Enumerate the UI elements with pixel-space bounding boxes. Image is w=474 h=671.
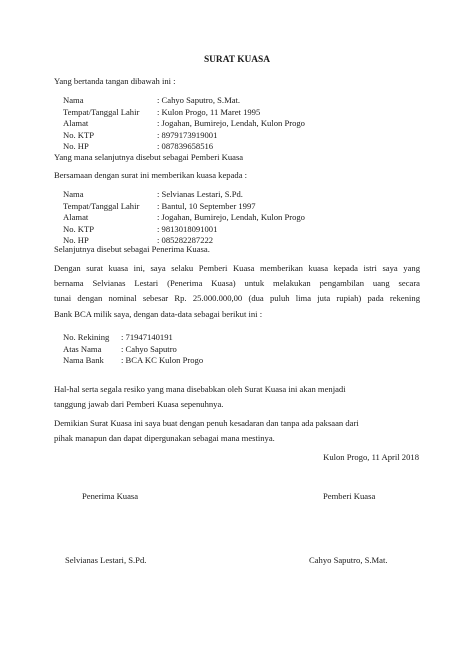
bank-name-value: : BCA KC Kulon Progo [121,355,204,365]
bank-account-value: : 71947140191 [121,332,173,342]
grantee-phone-value: : 085282287222 [157,235,214,245]
place-date: Kulon Progo, 11 April 2018 [323,452,419,462]
grantor-name-value: : Cahyo Saputro, S.Mat. [157,95,241,105]
grantor-phone-label: No. HP [63,141,89,151]
grantee-address-label: Alamat [63,212,89,222]
signature-role-left: Penerima Kuasa [82,491,139,501]
authorization-paragraph [54,264,420,325]
grantee-address-value: : Jogahan, Bumirejo, Lendah, Kulon Progo [157,212,305,222]
authorization-line: Bank BCA milik saya, dengan data-data sebagai berikut ini : [54,308,263,319]
risk-line-1: Hal-hal serta segala resiko yang mana disebabkan oleh Surat Kuasa ini akan menjadi [54,384,346,394]
bank-holder-value: : Cahyo Saputro [121,343,177,354]
document-title: SURAT KUASA [203,55,271,65]
signature-name-right: Cahyo Saputro, S.Mat. [309,555,388,565]
closing-line-2: pihak manapun dan dapat dipergunakan sebagai mana mestinya. [54,433,275,443]
grantor-birth-label: Tempat/Tanggal Lahir [63,106,140,117]
authorization-line: bernama Selvianas Lestari (Penerima Kuasa) untuk melakukan pengambilan uang secara [54,278,420,289]
grantee-birth-label: Tempat/Tanggal Lahir [63,200,140,211]
grantor-phone-value: : 087839658516 [157,141,214,151]
grantor-ktp-value: : 8979173919001 [157,129,218,140]
grantee-ktp-label: No. KTP [63,223,95,234]
closing-line-1: Demikian Surat Kuasa ini saya buat dengan penuh kesadaran dan tanpa ada paksaan dari [54,418,359,428]
grantor-ktp-label: No. KTP [63,129,95,140]
grantee-birth-value: : Bantul, 10 September 1997 [157,200,256,211]
authorization-line: tunai dengan nominal sebesar Rp. 25.000.000,00 (dua puluh lima juta rupiah) pada rekening [54,293,420,304]
intro-text: Yang bertanda tangan dibawah ini : [54,76,176,86]
risk-line-2: tanggung jawab dari Pemberi Kuasa sepenuhnya. [54,399,224,409]
signature-role-right: Pemberi Kuasa [323,491,376,501]
grantor-birth-value: : Kulon Progo, 11 Maret 1995 [157,106,261,117]
grantee-closing: Selanjutnya disebut sebagai Penerima Kuasa. [54,244,210,254]
grantor-address-label: Alamat [63,118,89,128]
grantee-intro: Bersamaan dengan surat ini memberikan kuasa kepada : [54,170,248,180]
grantor-closing: Yang mana selanjutnya disebut sebagai Pemberi Kuasa [54,152,244,162]
grantee-name-value: : Selvianas Lestari, S.Pd. [157,189,243,199]
grantor-address-value: : Jogahan, Bumirejo, Lendah, Kulon Progo [157,118,305,128]
bank-name-label: Nama Bank [63,355,104,365]
grantor-name-label: Nama [63,95,84,105]
grantee-name-label: Nama [63,189,84,199]
bank-account-label: No. Rekining [63,332,110,342]
signature-name-left: Selvianas Lestari, S.Pd. [65,555,147,565]
bank-holder-label: Atas Nama [63,343,102,354]
grantee-ktp-value: : 9813018091001 [157,223,218,234]
grantee-phone-label: No. HP [63,235,89,245]
authorization-line: Dengan surat kuasa ini, saya selaku Pemberi Kuasa memberikan kuasa kepada istri saya yang [54,263,420,273]
